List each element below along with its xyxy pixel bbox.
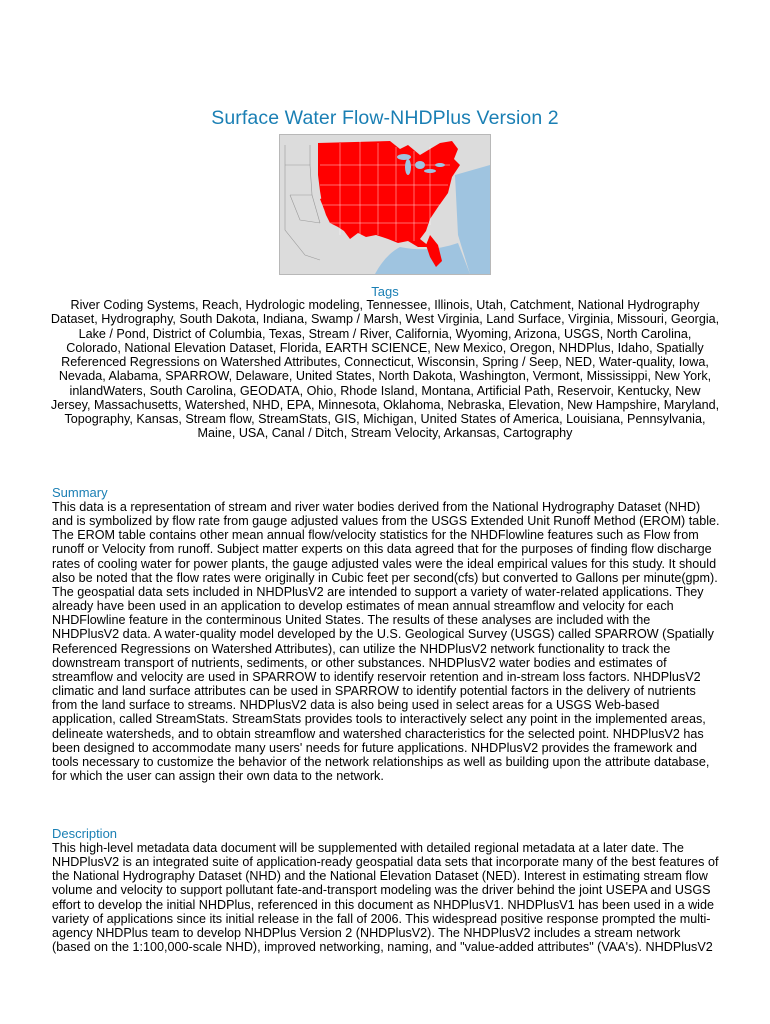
tags-heading: Tags <box>371 284 399 299</box>
summary-text: This data is a representation of stream and river water bodies derived from the National Hydrography Dataset (NHD) and is symbolized by flow rate from gauge adjusted values from the USGS Extended Unit Runoff Method (EROM) table. The EROM table contains other mean annual flow/velocity statistics for the NHDFlowline features such as Flow from runoff or Velocity from runoff. Subject matter experts on this data agreed that for the purposes of finding flow discharge rates of cooling water for power plants, the gauge adjusted vales were the ideal empirical values for this study. It should also be noted that the flow rates were originally in Cubic feet per second(cfs) but converted to Gallons per minute(gpm). The geospatial data sets included in NHDPlusV2 are intended to support a variety of water-related applications. They already have been used in an application to develop estimates of mean annual streamflow and velocity for each NHDFlowline feature in the conterminous United States. The results of these analyses are included with the NHDPlusV2 data. A water-quality model developed by the U.S. Geological Survey (USGS) called SPARROW (Spatially Referenced Regressions on Watershed Attributes), can utilize the NHDPlusV2 network functionality to track the downstream transport of nutrients, sediments, or other substances. NHDPlusV2 water bodies and estimates of streamflow and velocity are used in SPARROW to identify reservoir retention and in-stream loss factors. NHDPlusV2 climatic and land surface attributes can be used in SPARROW to identify potential factors in the delivery of nutrients from the land surface to streams. NHDPlusV2 data is also being used in select areas for a USGS Web-based application, called StreamStats. StreamStats provides tools to interactively select any point in the implemented areas, delineate watersheds, and to obtain streamflow and watershed characteristics for the selected point. NHDPlusV2 has been designed to accommodate many users' needs for future applications. NHDPlusV2 provides the framework and tools necessary to customize the behavior of the network relationships as well as building upon the attribute database, for which the user can assign their own data to the network. <box>52 500 720 783</box>
coverage-map-image <box>279 134 491 275</box>
description-text: This high-level metadata data document will be supplemented with detailed regional metadata at a later date. The NHDPlusV2 is an integrated suite of application-ready geospatial data sets that incorporate many of the best features of the National Hydrography Dataset (NHD) and the National Elevation Dataset (NED). Interest in estimating stream flow volume and velocity to support pollutant fate-and-transport modeling was the driver behind the joint USEPA and USGS effort to develop the initial NHDPlus, referenced in this document as NHDPlusV1. NHDPlusV1 has been used in a wide variety of applications since its initial release in the fall of 2006. This widespread positive response prompted the multi-agency NHDPlus team to develop NHDPlus Version 2 (NHDPlusV2). The NHDPlusV2 includes a stream network (based on the 1:100,000-scale NHD), improved networking, naming, and "value-added attributes" (VAA's). NHDPlusV2 <box>52 841 719 955</box>
map-icon <box>280 135 490 274</box>
description-heading: Description <box>52 826 118 841</box>
tags-list: River Coding Systems, Reach, Hydrologic modeling, Tennessee, Illinois, Utah, Catchment, National Hydrography Dataset, Hydrography, South Dakota, Indiana, Swamp / Marsh, West Virginia, Land Surface, Virginia, Missouri, Georgia, Lake / Pond, District of Columbia, Texas, Stream / River, California, Wyoming, Arizona, USGS, North Carolina, Colorado, National Elevation Dataset, Florida, EARTH SCIENCE, New Mexico, Oregon, NHDPlus, Idaho, Spatially Referenced Regressions on Watershed Attributes, Connecticut, Wisconsin, Spring / Seep, NED, Water-quality, Iowa, Nevada, Alabama, SPARROW, Delaware, United States, North Dakota, Washington, Vermont, Mississippi, New York, inlandWaters, South Carolina, GEODATA, Ohio, Rhode Island, Montana, Artificial Path, Reservoir, Kentucky, New Jersey, Massachusetts, Watershed, NHD, EPA, Minnesota, Oklahoma, Nebraska, Elevation, New Hampshire, Maryland, Topography, Kansas, Stream flow, StreamStats, GIS, Michigan, United States of America, Louisiana, Pennsylvania, Maine, USA, Canal / Ditch, Stream Velocity, Arkansas, Cartography <box>50 298 720 441</box>
summary-heading: Summary <box>52 485 108 500</box>
page-title: Surface Water Flow-NHDPlus Version 2 <box>211 107 559 129</box>
